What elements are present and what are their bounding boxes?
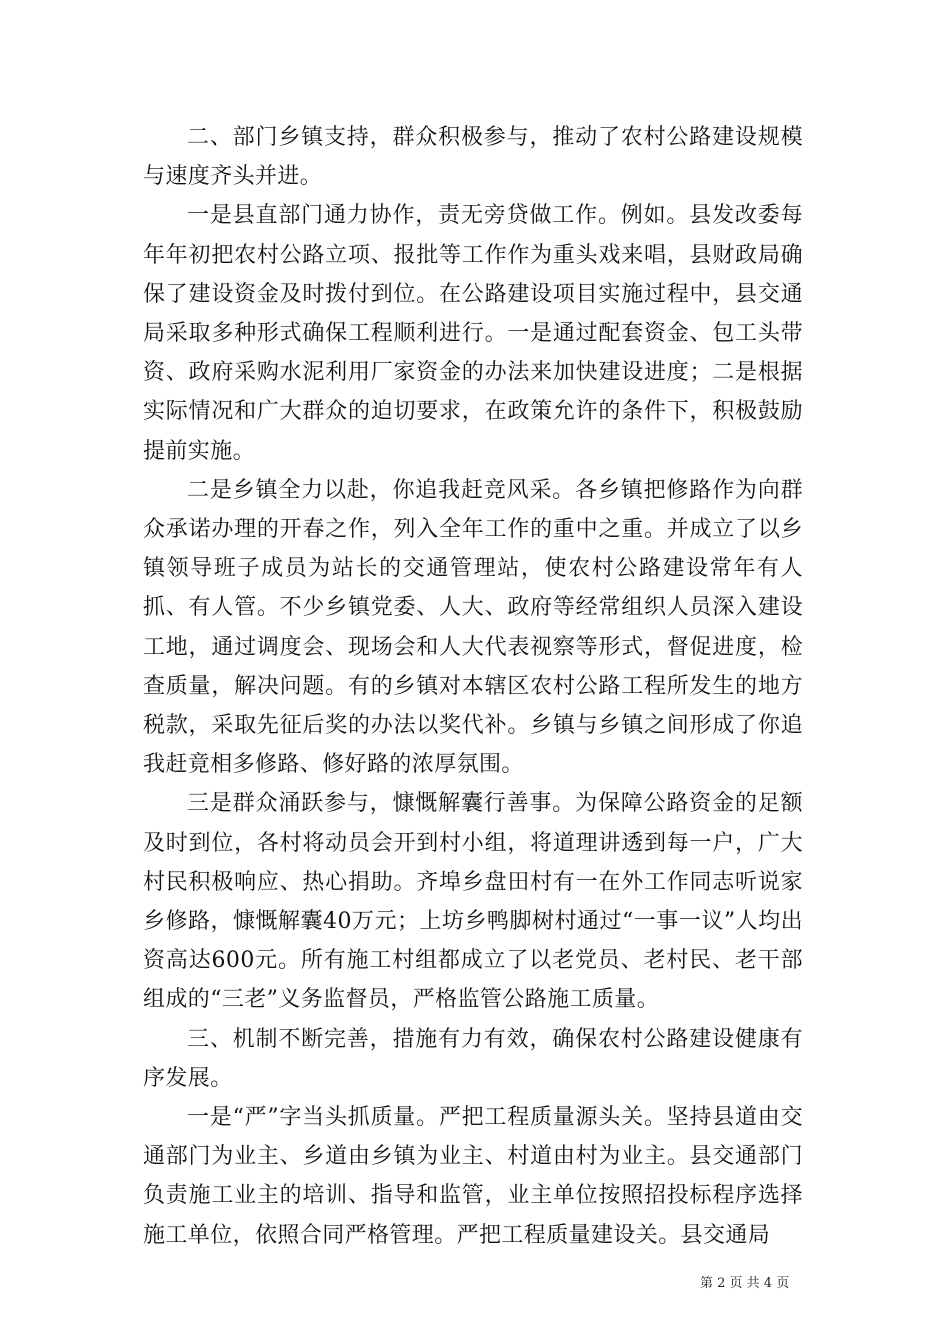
paragraph-section-three-heading: 三、机制不断完善，措施有力有效，确保农村公路建设健康有序发展。	[143, 1026, 803, 1091]
paragraph-townships: 二是乡镇全力以赴，你追我赶竞风采。各乡镇把修路作为向群众承诺办理的开春之作，列入全年工作的重中之重。并成立了以乡镇领导班子成员为站长的交通管理站，使农村公路建设常年有人抓、有人管。不少乡镇党委、人大、政府等经常组织人员深入建设工地，通过调度会、现场会和人大代表视察等形式，督促进度，检查质量，解决问题。有的乡镇对本辖区农村公路工程所发生的地方税款，采取先征后奖的办法以奖代补。乡镇与乡镇之间形成了你追我赶竟相多修路、修好路的浓厚氛围。	[143, 477, 803, 778]
paragraph-quality-control: 一是“严”字当头抓质量。严把工程质量源头关。坚持县道由交通部门为业主、乡道由乡镇为业主、村道由村为业主。县交通部门负责施工业主的培训、指导和监管，业主单位按照招投标程序选择施工单位，依照合同严格管理。严把工程质量建设关。县交通局	[143, 1105, 803, 1248]
paragraph-section-two-heading: 二、部门乡镇支持，群众积极参与，推动了农村公路建设规模与速度齐头并进。	[143, 125, 803, 190]
paragraph-county-departments: 一是县直部门通力协作，责无旁贷做工作。例如。县发改委每年年初把农村公路立项、报批等工作作为重头戏来唱，县财政局确保了建设资金及时拨付到位。在公路建设项目实施过程中，县交通局采取多种形式确保工程顺利进行。一是通过配套资金、包工头带资、政府采购水泥利用厂家资金的办法来加快建设进度；二是根据实际情况和广大群众的迫切要求，在政策允许的条件下，积极鼓励提前实施。	[143, 203, 803, 464]
page-number-footer: 第 2 页 共 4 页	[700, 1276, 790, 1291]
paragraph-villagers: 三是群众涌跃参与，慷慨解囊行善事。为保障公路资金的足额及时到位，各村将动员会开到村小组，将道理讲透到每一户，广大村民积极响应、热心捐助。齐埠乡盘田村有一在外工作同志听说家乡修路，慷慨解囊40万元；上坊乡鸭脚树村通过“一事一议”人均出资高达600元。所有施工村组都成立了以老党员、老村民、老干部组成的“三老”义务监督员，严格监管公路施工质量。	[143, 791, 803, 1013]
document-body	[143, 118, 803, 1255]
